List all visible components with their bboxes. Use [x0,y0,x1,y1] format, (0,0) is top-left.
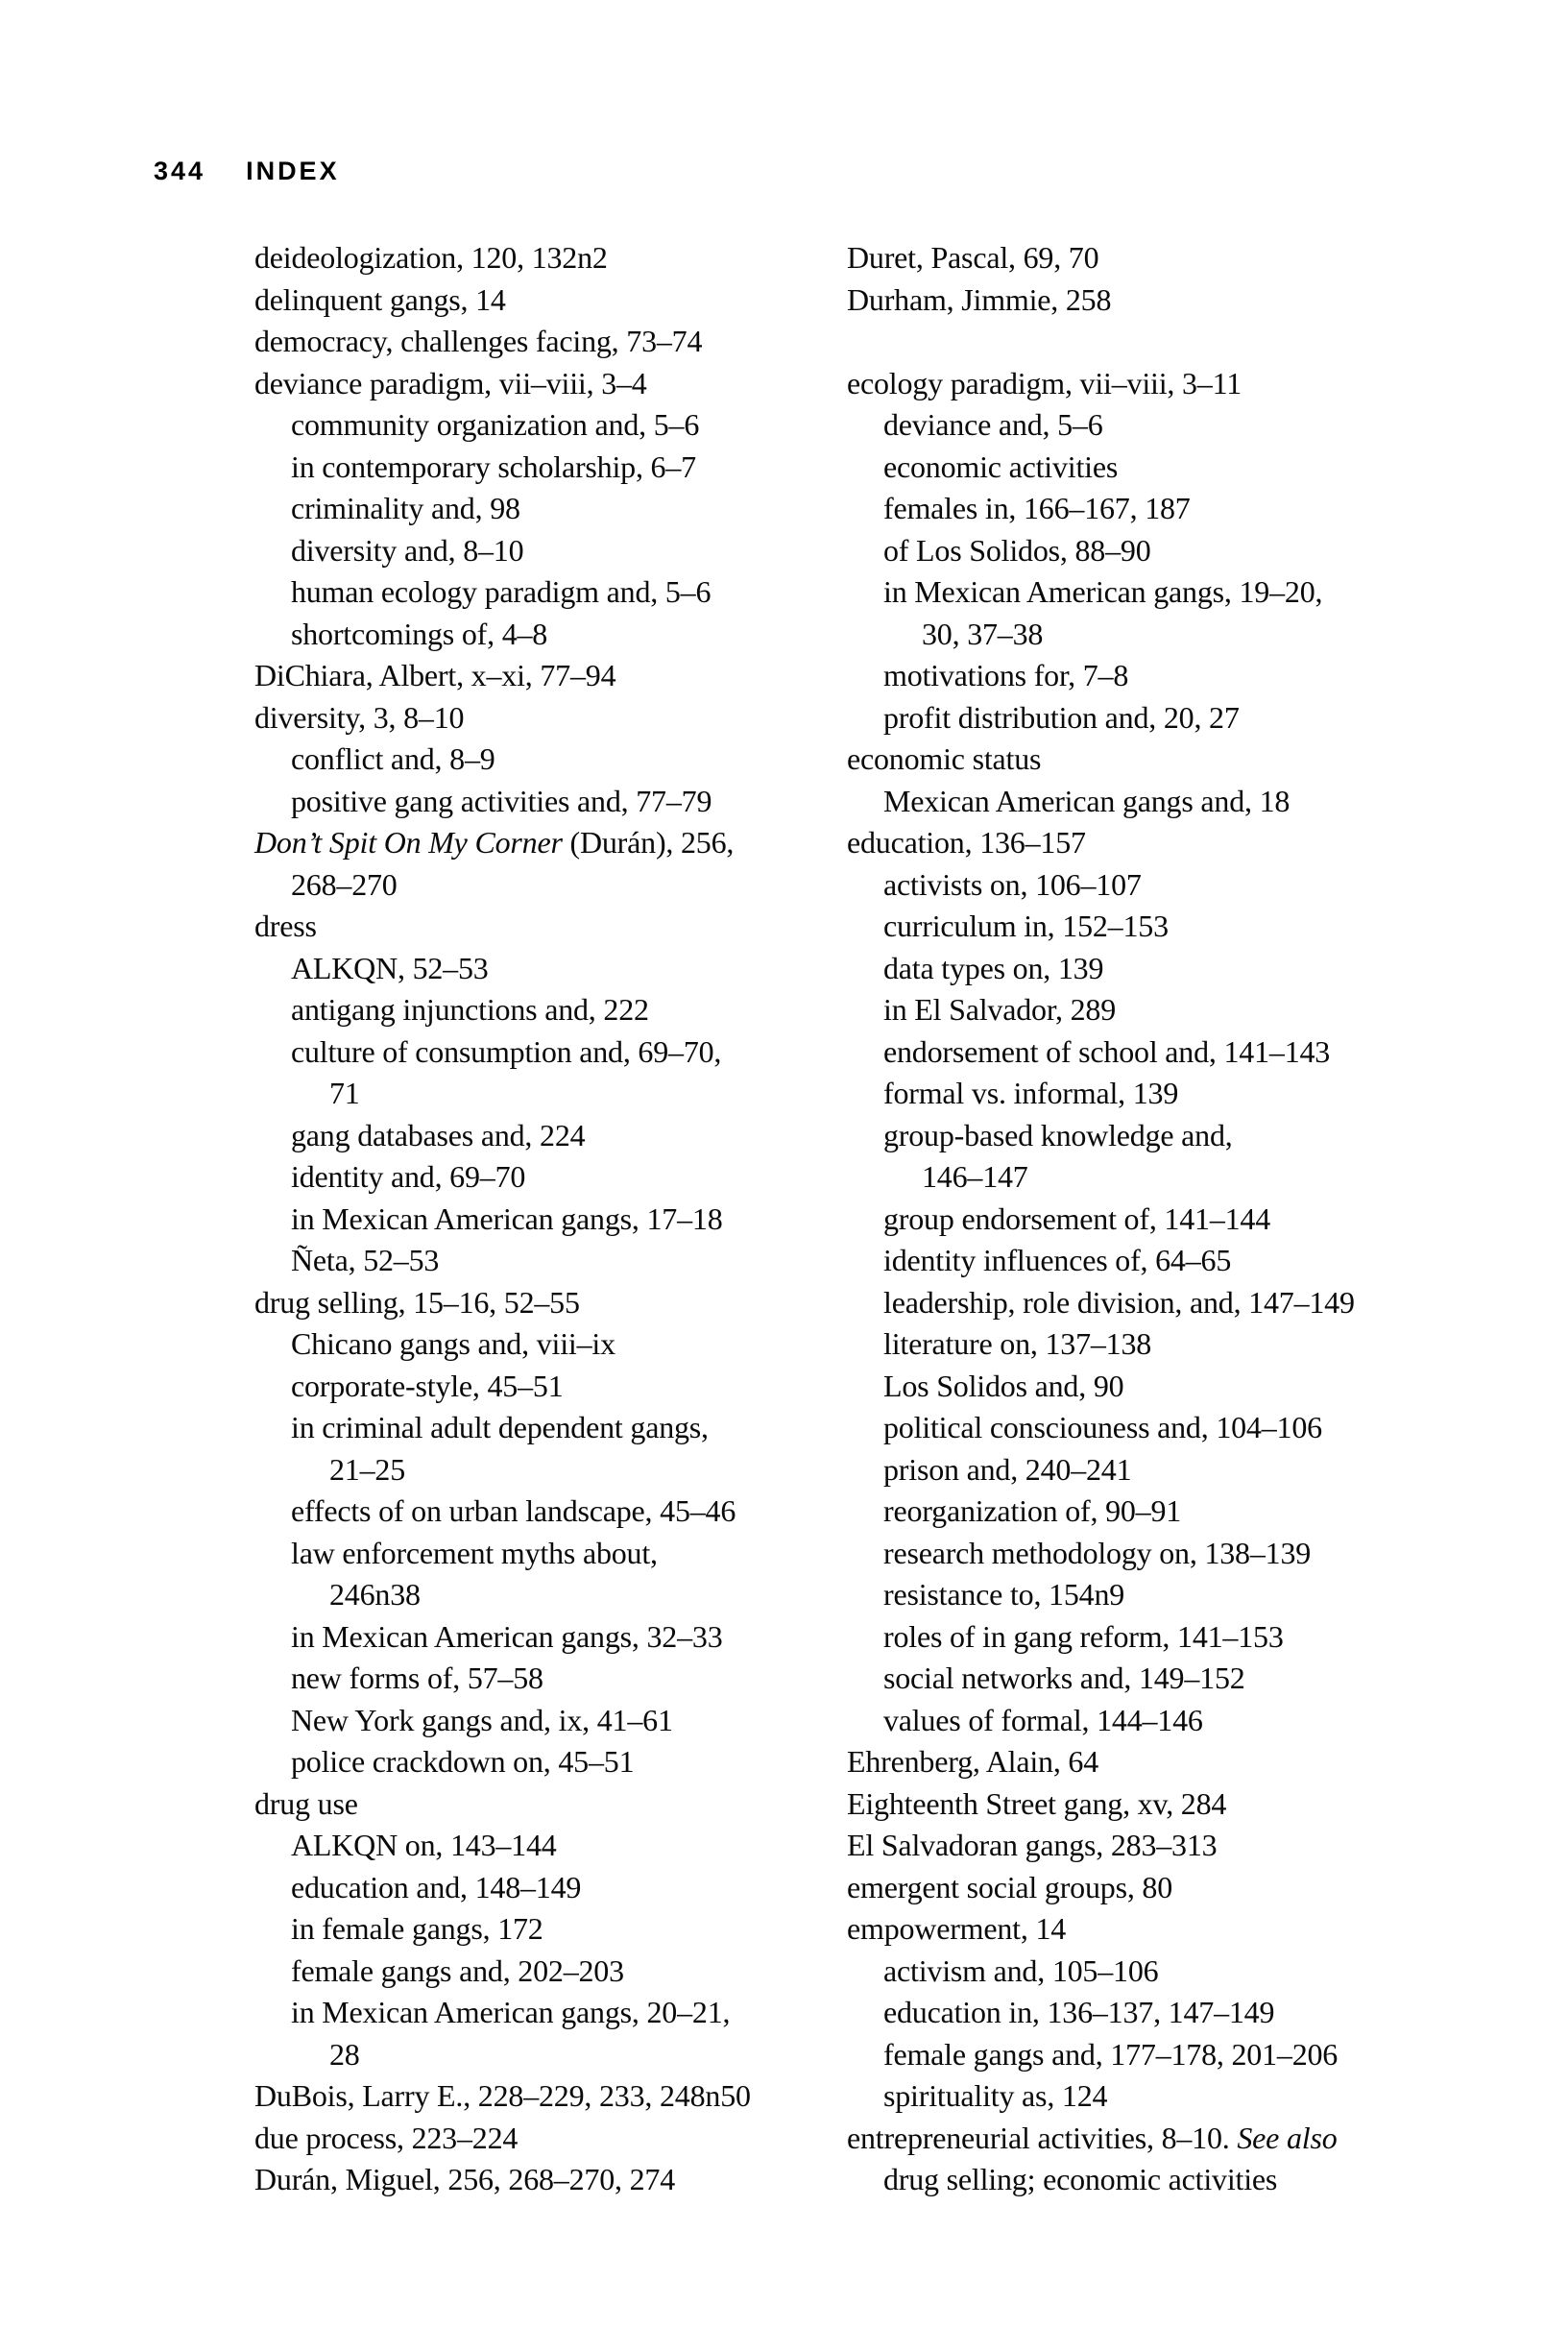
index-entry-text: economic activities [883,449,1119,484]
index-title: INDEX [246,157,340,185]
index-entry [254,1533,869,1575]
index-entry-text: diversity and, 8–10 [291,532,524,568]
index-entry [254,1449,869,1491]
index-entry-text: (Durán), 256, [562,825,735,860]
index-entry [847,1616,1461,1659]
index-entry-text: education in, 136–137, 147–149 [883,1995,1275,2029]
index-entry-text: group endorsement of, 141–144 [883,1200,1271,1236]
index-entry [254,2118,869,2160]
index-entry [847,948,1461,990]
index-entry-text: ALKQN on, 143–144 [291,1828,557,1862]
index-entry-text: shortcomings of, 4–8 [291,616,548,651]
index-entry [254,1616,869,1659]
index-entry-text: 268–270 [291,866,398,902]
index-entry [254,1073,869,1115]
index-entry-text: endorsement of school and, 141–143 [883,1033,1331,1069]
index-entry [847,237,1461,279]
index-entry-text: Eighteenth Street gang, xv, 284 [847,1785,1227,1821]
index-entry-text: in contemporary scholarship, 6–7 [291,449,696,484]
index-entry-text: of Los Solidos, 88–90 [883,532,1151,568]
index-entry [254,1741,869,1783]
index-entry-text: Los Solidos and, 90 [883,1368,1124,1403]
index-entry [847,739,1461,781]
index-entry [847,1073,1461,1115]
blank-line [847,321,1461,363]
index-entry [847,1908,1461,1951]
index-entry-text: in El Salvador, 289 [883,992,1116,1027]
index-entry [254,1992,869,2034]
index-entry-text: roles of in gang reform, 141–153 [883,1618,1284,1654]
index-entry [254,1366,869,1408]
index-entry [254,2159,869,2201]
index-entry-text: ecology paradigm, vii–viii, 3–11 [847,365,1242,400]
index-entry-text: law enforcement myths about, [291,1535,658,1570]
index-entry-text: drug use [254,1785,358,1821]
index-entry [847,1574,1461,1616]
index-entry-text: due process, 223–224 [254,2120,519,2155]
index-entry [847,1992,1461,2034]
index-entry-text: Mexican American gangs and, 18 [883,783,1291,818]
index-entry-text: drug selling; economic activities [883,2162,1278,2196]
index-entry [254,1199,869,1241]
index-entry-text: identity and, 69–70 [291,1159,526,1194]
index-entry [847,2118,1461,2160]
index-entry-text: culture of consumption and, 69–70, [291,1033,722,1069]
index-entry [847,2075,1461,2118]
index-entry [254,1115,869,1157]
index-entry-text: identity influences of, 64–65 [883,1243,1232,1277]
index-entry-text: in criminal adult dependent gangs, [291,1410,709,1444]
index-entry [254,488,869,530]
index-entry-text: group-based knowledge and, [883,1117,1233,1152]
index-entry [254,237,869,279]
index-entry-text: formal vs. informal, 139 [883,1076,1179,1110]
index-entry-text: education, 136–157 [847,825,1086,860]
index-entry [847,906,1461,948]
index-entry [254,1951,869,1993]
index-entry [847,1115,1461,1157]
index-entry-text: community organization and, 5–6 [291,407,700,442]
index-entry-text: police crackdown on, 45–51 [291,1744,635,1779]
index-entry [254,363,869,405]
index-entry [254,1574,869,1616]
index-entry [847,2034,1461,2076]
index-entry-text: Durham, Jimmie, 258 [847,281,1112,317]
index-entry [254,906,869,948]
index-entry-text: positive gang activities and, 77–79 [291,783,712,818]
index-entry [847,1156,1461,1199]
index-entry [254,1407,869,1449]
index-entry [847,1407,1461,1449]
index-entry-text: emergent social groups, 80 [847,1869,1173,1904]
index-entry-text: political consciouness and, 104–106 [883,1410,1322,1444]
index-entry-text: resistance to, 154n9 [883,1577,1125,1612]
index-entry-text: dress [254,909,317,943]
index-entry [254,1908,869,1951]
index-entry [847,989,1461,1031]
index-entry [254,2034,869,2076]
index-entry [254,989,869,1031]
index-entry [254,1240,869,1282]
index-entry-text: criminality and, 98 [291,491,520,525]
index-entry-text: democracy, challenges facing, 73–74 [254,324,703,358]
index-entry [847,1031,1461,1074]
index-entry-text: deviance and, 5–6 [883,407,1103,442]
index-entry-text: research methodology on, 138–139 [883,1535,1312,1570]
index-entry-text: literature on, 137–138 [883,1326,1152,1361]
index-entry [847,279,1461,322]
index-entry-text: in Mexican American gangs, 32–33 [291,1618,723,1654]
index-entry [254,864,869,907]
index-entry-italic-text: See also [1237,2120,1338,2155]
index-entry-text: leadership, role division, and, 147–149 [883,1284,1355,1320]
index-entry-text: spirituality as, 124 [883,2078,1108,2113]
index-entry-text: profit distribution and, 20, 27 [883,699,1240,735]
index-entry-text: activists on, 106–107 [883,866,1142,902]
index-entry [254,1700,869,1742]
index-entry [847,1491,1461,1533]
index-entry-text: values of formal, 144–146 [883,1702,1203,1737]
index-entry [254,1031,869,1074]
index-entry-text: in Mexican American gangs, 19–20, [883,574,1323,609]
index-entry [847,822,1461,864]
index-column-right [847,237,1461,2201]
index-entry [254,614,869,656]
index-entry [847,1741,1461,1783]
index-entry [254,447,869,489]
index-entry [847,488,1461,530]
index-entry [847,1282,1461,1324]
index-entry-text: deviance paradigm, vii–viii, 3–4 [254,365,647,400]
index-entry [847,614,1461,656]
index-entry [254,404,869,447]
index-entry [254,1323,869,1366]
index-entry [847,655,1461,697]
index-entry-text: delinquent gangs, 14 [254,281,506,317]
index-entry-text: drug selling, 15–16, 52–55 [254,1284,580,1320]
index-entry [847,1323,1461,1366]
index-entry [847,1199,1461,1241]
index-entry [847,447,1461,489]
index-entry [847,781,1461,823]
index-entry-text: motivations for, 7–8 [883,658,1129,692]
index-entry-text: social networks and, 149–152 [883,1661,1245,1695]
index-entry-text: El Salvadoran gangs, 283–313 [847,1828,1218,1862]
index-entry [847,2159,1461,2201]
index-entry [847,1533,1461,1575]
index-entry [847,1700,1461,1742]
page-number: 344 [154,157,206,185]
index-entry-text: data types on, 139 [883,950,1104,985]
index-entry-text: entrepreneurial activities, 8–10. [847,2120,1238,2155]
index-entry [254,1783,869,1826]
index-entry [847,1240,1461,1282]
index-entry-text: Ñeta, 52–53 [291,1243,440,1277]
index-entry-text: Ehrenberg, Alain, 64 [847,1744,1099,1779]
index-entry-text: Durán, Miguel, 256, 268–270, 274 [254,2162,676,2196]
index-entry-text: in Mexican American gangs, 17–18 [291,1200,723,1236]
index-entry [847,363,1461,405]
index-entry-text: female gangs and, 202–203 [291,1952,624,1988]
index-entry [254,655,869,697]
index-entry-text: corporate-style, 45–51 [291,1368,564,1403]
index-entry [847,1366,1461,1408]
index-entry-text: female gangs and, 177–178, 201–206 [883,2036,1339,2072]
index-entry [847,1658,1461,1700]
index-entry [847,1951,1461,1993]
index-entry [254,1658,869,1700]
index-entry [254,1825,869,1867]
index-entry-italic-text: Don’t Spit On My Corner [254,825,563,860]
index-entry-text: in female gangs, 172 [291,1911,543,1946]
index-entry [254,1156,869,1199]
index-entry [254,571,869,614]
index-entry-text: prison and, 240–241 [883,1451,1132,1487]
index-entry-text: diversity, 3, 8–10 [254,699,465,735]
index-entry-text: females in, 166–167, 187 [883,491,1191,525]
index-entry [254,948,869,990]
index-entry-text: 21–25 [329,1451,406,1487]
index-entry [254,2075,869,2118]
index-entry-text: New York gangs and, ix, 41–61 [291,1702,673,1737]
index-entry-text: ALKQN, 52–53 [291,950,489,985]
index-entry [254,822,869,864]
index-entry-text: in Mexican American gangs, 20–21, [291,1995,731,2029]
index-entry [847,571,1461,614]
index-entry-text: reorganization of, 90–91 [883,1493,1182,1528]
index-entry [254,279,869,322]
index-entry [847,697,1461,740]
index-entry [254,530,869,572]
index-entry [254,1282,869,1324]
index-entry-text: human ecology paradigm and, 5–6 [291,574,712,609]
index-entry [254,697,869,740]
index-entry [847,1783,1461,1826]
index-entry-text: activism and, 105–106 [883,1952,1159,1988]
index-entry-text: DuBois, Larry E., 228–229, 233, 248n50 [254,2078,751,2113]
index-entry-text: curriculum in, 152–153 [883,909,1169,943]
index-entry-text: Duret, Pascal, 69, 70 [847,240,1099,275]
index-entry-text: 28 [329,2036,360,2072]
index-column-left [254,237,869,2201]
index-entry-text: deideologization, 120, 132n2 [254,240,608,275]
index-entry [847,530,1461,572]
index-entry [847,864,1461,907]
index-entry [254,1867,869,1909]
index-entry-text: effects of on urban landscape, 45–46 [291,1493,736,1528]
index-entry-text: new forms of, 57–58 [291,1661,543,1695]
index-entry-text: 30, 37–38 [922,616,1044,651]
index-entry-text: Chicano gangs and, viii–ix [291,1326,615,1361]
index-entry-text: DiChiara, Albert, x–xi, 77–94 [254,658,616,692]
index-entry [847,1825,1461,1867]
index-entry-text: empowerment, 14 [847,1911,1067,1946]
index-entry [847,1867,1461,1909]
index-entry-text: conflict and, 8–9 [291,741,495,776]
index-entry [847,1449,1461,1491]
index-entry [254,739,869,781]
index-entry [254,321,869,363]
index-entry [847,404,1461,447]
index-entry-text: education and, 148–149 [291,1869,582,1904]
index-entry-text: 146–147 [922,1159,1028,1194]
index-entry-text: antigang injunctions and, 222 [291,992,649,1027]
index-entry-text: economic status [847,741,1042,776]
index-entry [254,781,869,823]
running-head [154,157,340,186]
index-entry [254,1491,869,1533]
index-entry-text: 246n38 [329,1577,421,1612]
index-entry-text: gang databases and, 224 [291,1117,586,1152]
index-entry-text: 71 [329,1076,360,1110]
